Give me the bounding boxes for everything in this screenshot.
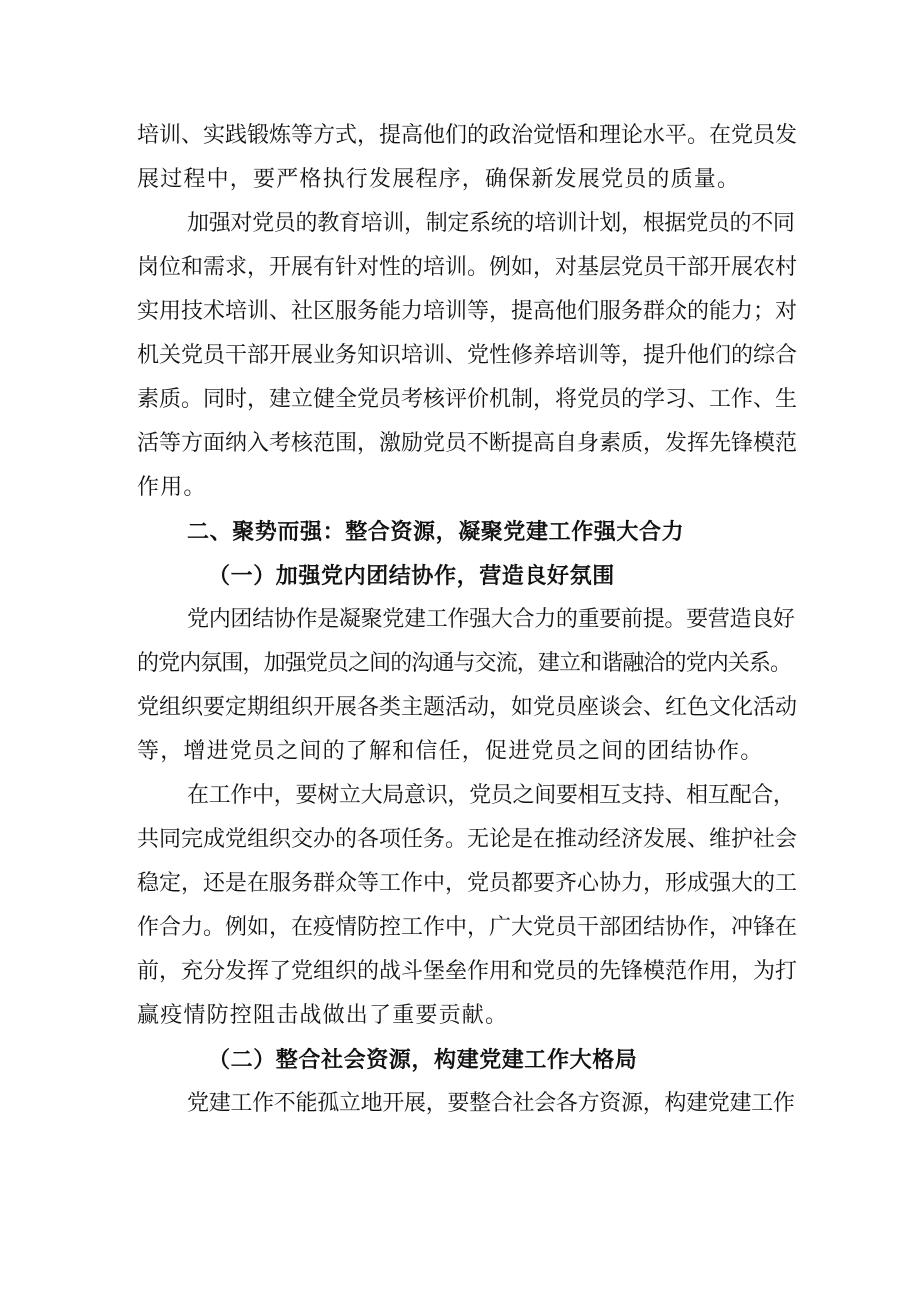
subsection-heading: （二）整合社会资源，构建党建工作大格局 bbox=[208, 1047, 638, 1073]
paragraph-line: 加强对党员的教育培训，制定系统的培训计划，根据党员的不同 bbox=[187, 211, 795, 236]
paragraph-line: 培训、实践锻炼等方式，提高他们的政治觉悟和理论水平。在党员发 bbox=[137, 123, 798, 148]
paragraph-line: 党组织要定期组织开展各类主题活动，如党员座谈会、红色文化活动 bbox=[137, 695, 798, 720]
paragraph-line: 共同完成党组织交办的各项任务。无论是在推动经济发展、维护社会 bbox=[137, 827, 798, 852]
paragraph-line: 前，充分发挥了党组织的战斗堡垒作用和党员的先锋模范作用，为打 bbox=[137, 959, 798, 984]
paragraph-line: 实用技术培训、社区服务能力培训等，提高他们服务群众的能力；对 bbox=[137, 299, 798, 324]
paragraph-line: 党建工作不能孤立地开展，要整合社会各方资源，构建党建工作 bbox=[187, 1091, 795, 1116]
paragraph-line: 党内团结协作是凝聚党建工作强大合力的重要前提。要营造良好 bbox=[187, 607, 795, 632]
paragraph-line: 素质。同时，建立健全党员考核评价机制，将党员的学习、工作、生 bbox=[137, 387, 798, 412]
paragraph-line: 岗位和需求，开展有针对性的培训。例如，对基层党员干部开展农村 bbox=[137, 255, 798, 280]
paragraph-line: 的党内氛围，加强党员之间的沟通与交流，建立和谐融洽的党内关系。 bbox=[137, 651, 792, 676]
paragraph-line: 稳定，还是在服务群众等工作中，党员都要齐心协力，形成强大的工 bbox=[137, 871, 798, 896]
paragraph-line: 作合力。例如，在疫情防控工作中，广大党员干部团结协作，冲锋在 bbox=[137, 915, 798, 940]
paragraph-line: 在工作中，要树立大局意识，党员之间要相互支持、相互配合， bbox=[187, 783, 795, 808]
section-heading: 二、聚势而强：整合资源，凝聚党建工作强大合力 bbox=[187, 519, 685, 545]
paragraph-line: 机关党员干部开展业务知识培训、党性修养培训等，提升他们的综合 bbox=[137, 343, 798, 368]
paragraph-line: 展过程中，要严格执行发展程序，确保新发展党员的质量。 bbox=[137, 167, 741, 192]
paragraph-line: 活等方面纳入考核范围，激励党员不断提高自身素质，发挥先锋模范 bbox=[137, 431, 798, 456]
paragraph-line: 赢疫情防控阻击战做出了重要贡献。 bbox=[137, 1003, 509, 1028]
subsection-heading: （一）加强党内团结协作，营造良好氛围 bbox=[208, 563, 615, 589]
paragraph-line: 作用。 bbox=[137, 475, 207, 500]
paragraph-line: 等，增进党员之间的了解和信任，促进党员之间的团结协作。 bbox=[137, 739, 764, 764]
